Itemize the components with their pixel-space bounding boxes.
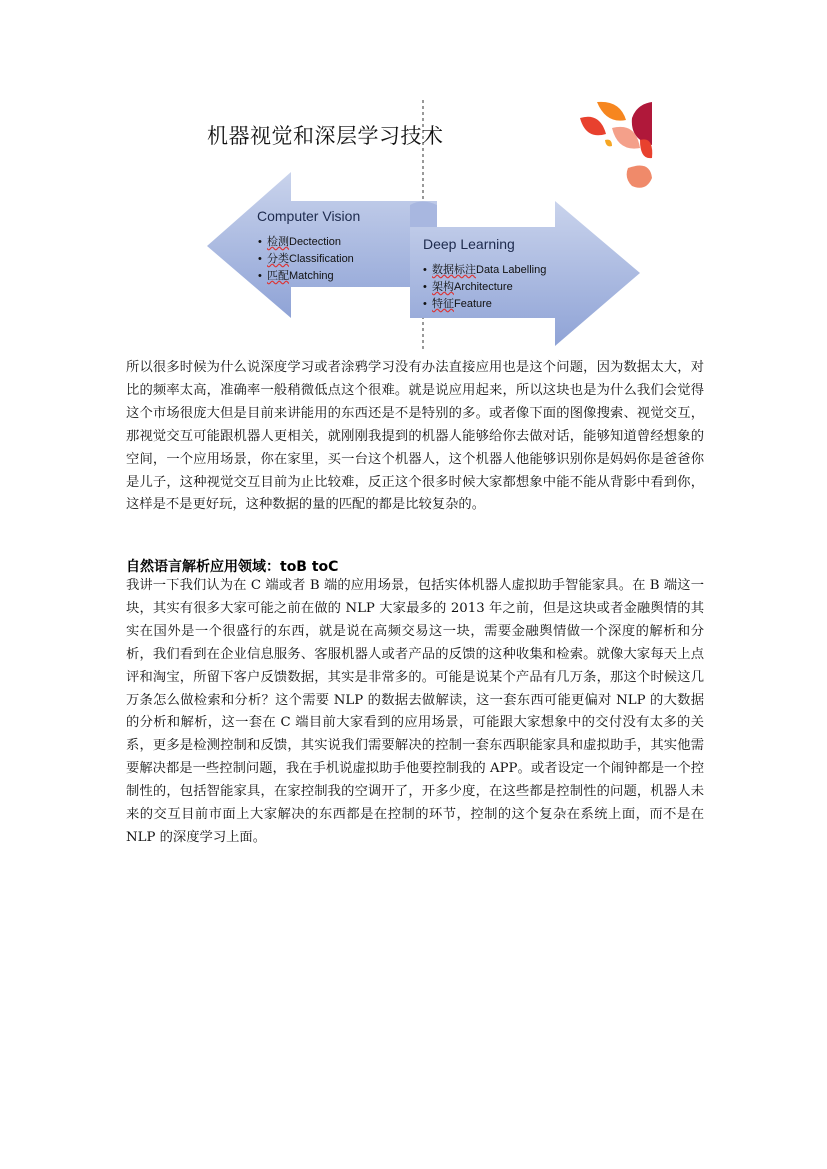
slide-title: 机器视觉和深层学习技术 [207,124,444,148]
cv-item: • 检测Dectection [258,236,341,248]
computer-vision-heading: Computer Vision [257,208,361,224]
petal-decoration-icon [580,102,652,188]
dl-item: • 架构Architecture [423,281,513,293]
deep-learning-heading: Deep Learning [423,236,515,252]
section-heading: 自然语言解析应用领域：toB toC [126,559,339,575]
arrow-fold [410,202,437,228]
cv-item: • 匹配Matching [258,270,334,282]
paragraph-nlp: 我讲一下我们认为在 C 端或者 B 端的应用场景，包括实体机器人虚拟助手智能家具。在 B 端这一块，其实有很多大家可能之前在做的 NLP 大家最多的 2013 年之前，但是这块或者金融舆情的其实在国外是一个很盛行的东西，就是说在高频交易这一块，需要金融舆情做一个深度的解析和分析，我们看到在企业信息服务、客服机器人或者产品的反馈的这种收集和检索。就像大家每天上点评和淘宝，所留下客户反馈数据，其实是非常多的。可能是说某个产品有几万条，那这个时候这几万条怎么做检索和分析？这个需要 NLP 的数据去做解读，这一套东西可能更偏对 NLP 的大数据的分析和解析，这一套在 C 端目前大家看到的应用场景，可能跟大家想象中的交付没有太多的关系，更多是检测控制和反馈，其实说我们需要解决的控制一套东西职能家具和虚拟助手，其实他需要解决都是一些控制问题，我在手机说虚拟助手他要控制我的 APP。或者设定一个闹钟都是一个控制性的，包括智能家具，在家控制我的空调开了，开多少度，在这些都是控制性的问题，机器人未来的交互目前市面上大家解决的东西都是在控制的环节，控制的这个复杂在系统上面，而不是在 NLP 的深度学习上面。 [126,578,704,845]
cv-item: • 分类Classification [258,253,354,265]
dl-item: • 数据标注Data Labelling [423,264,547,276]
slide-figure [0,0,827,350]
diagram-graphics [0,0,827,350]
paragraph-vision: 所以很多时候为什么说深度学习或者涂鸦学习没有办法直接应用也是这个问题，因为数据太大，对比的频率太高，准确率一般稍微低点这个很难。就是说应用起来，所以这块也是为什么我们会觉得这个市场很庞大但是目前来讲能用的东西还是不是特别的多。或者像下面的图像搜索、视觉交互，那视觉交互可能跟机器人更相关，就刚刚我提到的机器人能够给你去做对话，能够知道曾经想象的空间，一个应用场景，你在家里，买一台这个机器人，这个机器人他能够识别你是妈妈你是爸爸你是儿子，这种视觉交互目前为止比较难，反正这个很多时候大家都想象中能不能从背影中看到你，这样是不是更好玩，这种数据的量的匹配的都是比较复杂的。 [126,360,704,513]
dl-item: • 特征Feature [423,298,492,310]
